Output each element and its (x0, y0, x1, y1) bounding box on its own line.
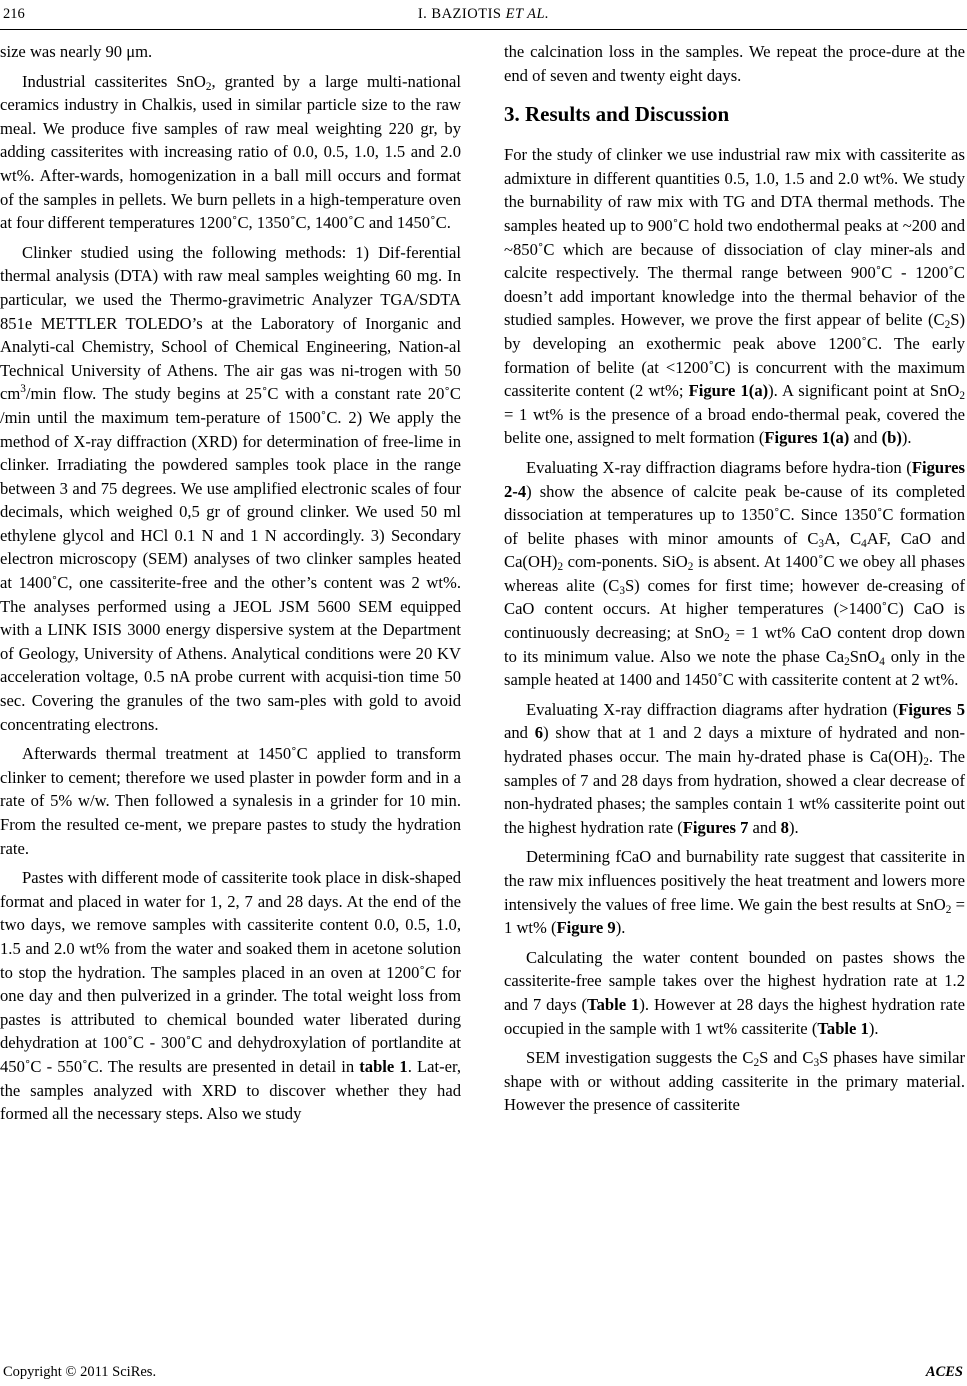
paragraph-calcination: the calcination loss in the samples. We repeat the proce-dure at the end of seven and twenty eight days. (504, 42, 965, 85)
table-reference: table 1 (359, 1056, 408, 1076)
figure-reference: Figure 9 (556, 918, 616, 938)
section-heading: 3. Results and Discussion (504, 102, 730, 127)
figure-reference: Figures 2-4 (504, 457, 965, 501)
table-reference: Table 1 (817, 1018, 869, 1038)
left-column (0, 40, 461, 1132)
right-column (504, 40, 965, 1123)
figure-reference: 6 (534, 723, 544, 743)
paragraph-cassiterites: Industrial cassiterites SnO$_2$, granted by a large multi-national ceramics industry in Chalkis, used in similar particle size to the raw meal. We produce five samples of raw meal weighting 220 gr, by adding cassiterites with increasing ratio of 0.0, 0.5, 1.0, 1.5 and 2.0 wt%. After-wards, homogenization in a ball mill occurs and format of the samples in pellets. We burn pellets in a high-temperature oven at four different temperatures 1200˚C, 1350˚C, 1400˚C and 1450˚C. (0, 71, 462, 233)
paragraph-xrd-after: Evaluating X-ray diffraction diagrams after hydration (Figures 5 and 6) show that at 1 and 2 days a mixture of hydrated and non-hydrated phases occur. The main hy-drated phase is $Ca(OH)_2$. The samples of 7 and 28 days from hydration, showed a clear decrease of non-hydrated phases; the samples contain 1 wt% cassiterite point out the highest hydration rate (Figures 7 and 8). (504, 699, 966, 837)
header-rule (0, 29, 967, 30)
page-number: 216 (3, 6, 25, 22)
figure-reference: Figures 5 (898, 699, 965, 719)
figure-reference: Figure 1(a) (688, 381, 769, 401)
figure-reference: (b) (881, 428, 902, 448)
paragraph-particle-size: size was nearly 90 μm. (0, 42, 153, 61)
page-header (0, 4, 967, 26)
figure-reference: 8 (780, 817, 789, 837)
paragraph-sem: SEM investigation suggests the $C_2S$ and $C_3S$ phases have similar shape with or without adding cassiterite in the primary material. However the presence of cassiterite (504, 1048, 966, 1115)
running-head-authors: I. BAZIOTIS (417, 6, 502, 22)
journal-abbreviation: ACES (925, 1364, 963, 1380)
figure-reference: Figures 1(a) (764, 428, 850, 448)
paragraph-xrd-before: Evaluating X-ray diffraction diagrams before hydra-tion (Figures 2-4) show the absence of calcite peak be-cause of its completed dissociation at temperatures up to 1350˚C. Since 1350˚C formation of belite phases with minor amounts of $C_3A$, $C_4AF$, CaO and $Ca(OH)_2$ com-ponents. SiO$_2$ is absent. At 1400˚C we obey all phases whereas alite $(C_3S)$ comes for first time; however de-creasing of CaO content occurs. At higher temperatures (>1400˚C) CaO is continuously decreasing; at SnO$_2$ = 1 wt% CaO content drop down to its minimum value. Also we note the phase $Ca_2SnO_4$ only in the sample heated at 1400 and 1450˚C with cassiterite content at 2 wt%. (504, 457, 965, 690)
running-head-et-al: ET AL. (505, 6, 550, 22)
paragraph-methods: Clinker studied using the following methods: 1) Dif-ferential thermal analysis (DTA) with raw meal samples weighting 60 mg. In particular, we used the Thermo-gravimetric Analyzer TGA/SDTA 851e METTLER TOLEDO’s at the Laboratory of Inorganic and Analyti-cal Chemistry, School of Chemical Engineering, Nation-al Technical University of Athens. The air gas was ni-trogen with 50 $cm^3/\min$ flow. The study begins at 25˚C with a constant rate 20˚C /min until the maximum tem-perature of 1500˚C. 2) We apply the method of X-ray diffraction (XRD) for determination of free-lime in clinker. Irradiating the powdered samples took place in the range between 3 and 75 degrees. We use amplified electronic scales of four decimals, which weighed 0,5 gr of ground clinker. We used 50 ml ethylene glycol and HCl 0.1 N and 1 N accordingly. 3) Secondary electron microscopy (SEM) analyses of two clinker samples heated at 1400˚C, one cassiterite-free and the other’s content was 2 wt%. The analyses performed using a JEOL JSM 5600 SEM equipped with a LINK ISIS 3000 energy dispersive system at the Department of Geology, University of Athens. Analytical conditions were 20 KV acceleration voltage, 0.5 nA probe current with acquisi-tion time 50 sec. Covering the granules of the two sam-ples with gold to avoid concentrating electrons. (0, 242, 461, 734)
paragraph-fcao: Determining fCaO and burnability rate suggest that cassiterite in the raw mix influences positively the heat treatment and lowers more intensively the values of free lime. We gain the best results at SnO$_2$ = 1 wt% (Figure 9). (504, 847, 965, 938)
paragraph-water-content: Calculating the water content bounded on pastes shows the cassiterite-free sample takes over the highest hydration rate at 1.2 and 7 days (Table 1). However at 28 days the highest hydration rate occupied in the sample with 1 wt% cassiterite (Table 1). (504, 947, 965, 1038)
page-footer (0, 1364, 967, 1384)
paragraph-clinker-study: For the study of clinker we use industrial raw mix with cassiterite as admixture in different quantities 0.5, 1.0, 1.5 and 2.0 wt%. We study the burnability of raw mix with TG and DTA thermal methods. The samples heated up to 900˚C hold two endothermal peaks at ~200 and ~850˚C which are because of dissociation of clay miner-als and calcite respectively. The thermal range between 900˚C - 1200˚C doesn’t add important knowledge into the thermal behavior of the studied samples. However, we prove the first appear of belite $(C_2S)$ by developing an exothermic peak above 1200˚C. The early formation of belite (at <1200˚C) is concurrent with the maximum cassiterite content (2 wt%; Figure 1(a)). A significant point at SnO$_2$ = 1 wt% is the presence of a broad endo-thermal peak, covered the belite one, assigned to melt formation (Figures 1(a) and (b)). (504, 145, 965, 448)
copyright-notice: Copyright © 2011 SciRes. (3, 1364, 157, 1380)
paragraph-pastes: Pastes with different mode of cassiterite took place in disk-shaped format and placed in water for 1, 2, 7 and 28 days. At the end of the two days, we remove samples with cassiterite content 0.0, 0.5, 1.0, 1.5 and 2.0 wt% from the water and soaked them in acetone solution to stop the hydration. The samples placed in an oven at 1200˚C for one day and then pulverized in a grinder. The total weight loss from pastes is attributed to chemical bounded water liberated during dehydration at 100˚C - 300˚C and dehydroxylation of portlandite at 450˚C - 550˚C. The results are presented in detail in table 1. Lat-er, the samples analyzed with XRD to discover whether they had formed all the necessary steps. Also we study (0, 868, 461, 1124)
running-head (0, 6, 967, 23)
paragraph-thermal-treatment: Afterwards thermal treatment at 1450˚C applied to transform clinker to cement; therefore we used plaster in powder form and in a rate of 5% w/w. Then followed a synalesis in a grinder for 10 min. From the resulted ce-ment, we prepare pastes to study the hydration rate. (0, 744, 461, 858)
figure-reference: Figures 7 (682, 817, 749, 837)
table-reference: Table 1 (587, 994, 640, 1014)
